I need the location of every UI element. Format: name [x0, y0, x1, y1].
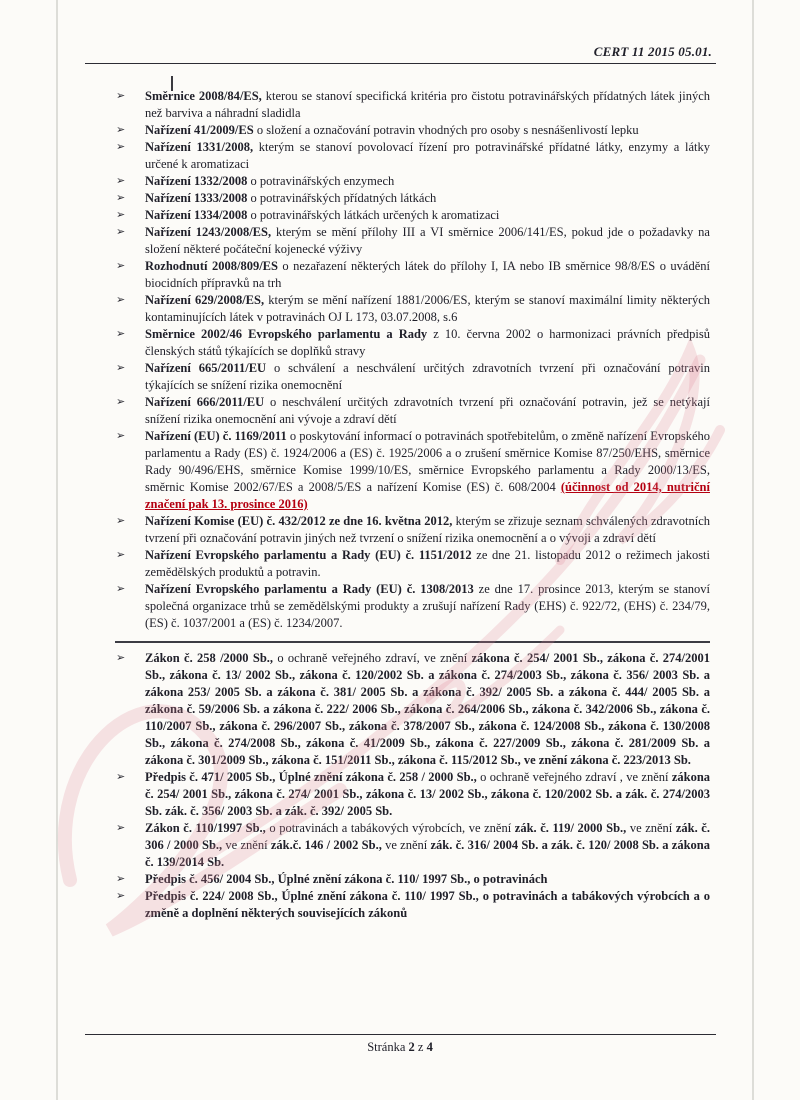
text-segment: Nařízení 665/2011/EU: [145, 361, 267, 375]
text-segment: o potravinářských přídatných látkách: [247, 191, 437, 205]
text-segment: Nařízení Komise (EU) č. 432/2012 ze dne 16. května 2012,: [145, 514, 453, 528]
bullet-arrow-icon: ➢: [116, 174, 126, 187]
item-text: [145, 259, 710, 290]
bullet-arrow-icon: ➢: [116, 651, 126, 664]
item-text: [145, 889, 710, 920]
list-item: [115, 258, 710, 292]
text-segment: ve znění: [222, 838, 271, 852]
list-item: [115, 326, 710, 360]
list-item: [115, 122, 710, 139]
law-list-cz: [115, 650, 710, 922]
footer-rule: [85, 1034, 716, 1035]
text-segment: Nařízení 666/2011/EU: [145, 395, 265, 409]
text-segment: zákona č. 254/ 2001 Sb., zákona č. 274/ 2001 Sb., zákona č. 13/ 2002 Sb., zákona č. 120/2002 Sb. a zák. č. 274/2003 Sb. zák. č. 356/ 2003 Sb. a zák. č. 392/ 2005 Sb.: [145, 770, 711, 818]
text-segment: Nařízení (EU) č. 1169/2011: [145, 429, 287, 443]
item-text: [145, 395, 710, 426]
item-text: [145, 651, 710, 767]
list-item: [115, 871, 710, 888]
item-text: [145, 548, 710, 579]
bullet-arrow-icon: ➢: [116, 140, 126, 153]
text-segment: o potravinářských enzymech: [247, 174, 395, 188]
list-item: [115, 139, 710, 173]
text-segment: ze dne 17. prosince 2013, kterým se stanoví společná organizace trhů se zemědělskými produkty a zrušují nařízení Rady (EHS) č. 922/72, (EHS) č. 234/79, (ES) č. 1037/2001 a (ES) č. 1234/2007.: [145, 582, 711, 630]
item-text: [145, 208, 499, 222]
text-segment: Zákon č. 110/1997 Sb.,: [145, 821, 266, 835]
text-segment: kterým se stanoví povolovací řízení pro potravinářské přídatné látky, enzymy a látky určené k aromatizaci: [145, 140, 710, 171]
list-item: [115, 190, 710, 207]
text-segment: Stránka: [367, 1040, 409, 1054]
text-segment: Nařízení 1331/2008,: [145, 140, 254, 154]
text-segment: ze dne 21. listopadu 2012 o režimech jakosti zemědělských produktů a potravin.: [145, 548, 711, 579]
item-text: [145, 225, 710, 256]
list-item: [115, 820, 710, 871]
text-segment: o schválení a neschválení určitých zdravotních tvrzení při označování potravin týkajících se snížení rizika onemocnění: [145, 361, 710, 392]
text-segment: kterým se mění nařízení 1881/2006/ES, kterým se stanoví maximální limity některých kontaminujících látek v potravinách OJ L 173, 03.07.2008, s.6: [145, 293, 710, 324]
scan-edge-artifact: [752, 0, 754, 1100]
text-segment: zákona č. 254/ 2001 Sb., zákona č. 274/2001 Sb., zákona č. 13/ 2002 Sb., zákona č. 120/2002 Sb. a zákona č. 274/2003 Sb., zákona č. 356/ 2003 Sb. a zákona 253/ 2005 Sb. a zákona č. 381/ 2005 Sb. a zákona č. 392/ 2005 Sb. a zákona č. 444/ 2005 Sb. a zákona č. 59/2006 Sb. a zákona č. 222/ 2006 Sb., zákona č. 264/2006 Sb., zákona č. 342/2006 Sb., zákona č. 110/2007 Sb., zákona č. 296/2007 Sb., zákona č. 378/2007 Sb., zákona č. 124/2008 Sb., zákona č. 130/2008 Sb., zákona č. 274/2008 Sb., zákona č. 41/2009 Sb., zákona č. 227/2009 Sb., zákona č. 281/2009 Sb. a zákona č. 301/2009 Sb., zákona č. 151/2011 Sb., zákona č. 115/2012 Sb., ve znění zákona č. 223/2013 Sb.: [145, 651, 711, 767]
text-segment: Nařízení 41/2009/ES: [145, 123, 254, 137]
item-text: [145, 429, 710, 511]
bullet-arrow-icon: ➢: [116, 259, 126, 272]
bullet-arrow-icon: ➢: [116, 889, 126, 902]
bullet-arrow-icon: ➢: [116, 821, 126, 834]
text-segment: Nařízení Evropského parlamentu a Rady (EU) č. 1151/2012: [145, 548, 472, 562]
list-item: [115, 769, 710, 820]
text-segment: o ochraně veřejného zdraví, ve znění: [273, 651, 472, 665]
text-segment: zák. č. 316/ 2004 Sb. a zák. č. 120/ 2008 Sb. a zákona č. 139/2014 Sb.: [145, 838, 710, 869]
bullet-arrow-icon: ➢: [116, 123, 126, 136]
bullet-arrow-icon: ➢: [116, 225, 126, 238]
item-text: [145, 821, 710, 869]
text-segment: o nezařazení některých látek do přílohy I, IA nebo IB směrnice 98/8/ES o uvádění biocidních přípravků na trh: [145, 259, 710, 290]
list-item: [115, 650, 710, 769]
bullet-arrow-icon: ➢: [116, 548, 126, 561]
item-text: [145, 123, 639, 137]
bullet-arrow-icon: ➢: [116, 208, 126, 221]
text-segment: kterým se mění přílohy III a VI směrnice 2006/141/ES, pokud jde o požadavky na složení některé počáteční kojenecké výživy: [145, 225, 710, 256]
item-text: [145, 872, 547, 886]
text-segment: Předpis č. 456/ 2004 Sb., Úplné znění zákona č. 110/ 1997 Sb., o potravinách: [145, 872, 548, 886]
text-segment: o potravinách a tabákových výrobcích, ve znění: [265, 821, 515, 835]
item-text: [145, 140, 710, 171]
item-text: [145, 89, 710, 120]
text-segment: Předpis č. 224/ 2008 Sb., Úplné znění zákona č. 110/ 1997 Sb., o potravinách a tabákových výrobcích a o změně a doplnění některých souvisejících zákonů: [145, 889, 710, 920]
item-text: [145, 582, 710, 630]
list-item: [115, 360, 710, 394]
list-item: [115, 173, 710, 190]
bullet-arrow-icon: ➢: [116, 872, 126, 885]
list-item: [115, 581, 710, 632]
text-segment: Směrnice 2002/46 Evropského parlamentu a Rady: [145, 327, 428, 341]
item-text: [145, 191, 436, 205]
item-text: [145, 327, 710, 358]
text-segment: o potravinářských látkách určených k aromatizaci: [247, 208, 500, 222]
text-segment: o složení a označování potravin vhodných pro osoby s nesnášenlivostí lepku: [253, 123, 639, 137]
bullet-arrow-icon: ➢: [116, 327, 126, 340]
bullet-arrow-icon: ➢: [116, 770, 126, 783]
text-segment: Nařízení Evropského parlamentu a Rady (EU) č. 1308/2013: [145, 582, 474, 596]
text-segment: Nařízení 1334/2008: [145, 208, 248, 222]
text-segment: z 10. června 2002 o harmonizaci právních předpisů členských států týkajících se doplňků stravy: [145, 327, 710, 358]
document-body: [115, 88, 710, 922]
bullet-arrow-icon: ➢: [116, 89, 126, 102]
text-segment: o neschválení určitých zdravotních tvrzení při označování potravin, jež se netýkají snížení rizika onemocnění ani vývoje a zdraví dětí: [145, 395, 710, 426]
text-segment: (účinnost od 2014, nutriční značení pak 13. prosince 2016): [145, 480, 710, 511]
list-item: [115, 224, 710, 258]
text-segment: Zákon č. 258 /2000 Sb.,: [145, 651, 274, 665]
header-rule: [85, 63, 716, 64]
text-segment: Nařízení 1243/2008/ES,: [145, 225, 272, 239]
bullet-arrow-icon: ➢: [116, 582, 126, 595]
text-segment: 4: [426, 1040, 433, 1054]
scan-edge-artifact: [56, 0, 58, 1100]
list-item: [115, 428, 710, 513]
page-footer: [0, 1040, 800, 1055]
text-segment: ve znění: [626, 821, 676, 835]
text-segment: Nařízení 629/2008/ES,: [145, 293, 265, 307]
text-segment: o poskytování informací o potravinách spotřebitelům, o změně nařízení Evropského parlamentu a Rady (ES) č. 1924/2006 a (ES) č. 1925/2006 a o zrušení směrnice Komise 87/250/EHS, směrnice Rady 90/496/EHS, směrnice Komise 1999/10/ES, směrnice Evropského parlamentu a Rady 2000/13/ES, směrnic Komise 2002/67/ES a 2008/5/ES a nařízení Komise (ES) č. 608/2004: [145, 429, 710, 494]
text-segment: ve znění: [381, 838, 431, 852]
item-text: [145, 361, 710, 392]
text-segment: zák.č. 146 / 2002 Sb.,: [270, 838, 382, 852]
text-segment: Nařízení 1332/2008: [145, 174, 248, 188]
section-divider: [115, 641, 710, 643]
item-text: [145, 293, 710, 324]
text-segment: zák. č. 119/ 2000 Sb.,: [514, 821, 627, 835]
list-item: [115, 88, 710, 122]
text-segment: zák. č. 306 / 2000 Sb.,: [145, 821, 710, 852]
text-segment: Předpis č. 471/ 2005 Sb., Úplné znění zákona č. 258 / 2000 Sb.,: [145, 770, 477, 784]
list-item: [115, 888, 710, 922]
text-segment: Směrnice 2008/84/ES,: [145, 89, 262, 103]
text-segment: kterou se stanoví specifická kritéria pro čistotu potravinářských přídatných látek jiných než barviva a náhradní sladidla: [145, 89, 710, 120]
bullet-arrow-icon: ➢: [116, 191, 126, 204]
text-segment: 2: [408, 1040, 415, 1054]
list-item: [115, 292, 710, 326]
text-segment: kterým se zřizuje seznam schválených zdravotních tvrzení při označování potravin jiných než tvrzení o snížení rizika onemocnění a o vývoji a zdraví dětí: [145, 514, 711, 545]
text-segment: o ochraně veřejného zdraví , ve znění: [476, 770, 672, 784]
document-reference: CERT 11 2015 05.01.: [593, 44, 712, 59]
bullet-arrow-icon: ➢: [116, 429, 126, 442]
regulation-list-eu: [115, 88, 710, 632]
list-item: [115, 207, 710, 224]
item-text: [145, 174, 394, 188]
list-item: [115, 547, 710, 581]
text-segment: Rozhodnutí 2008/809/ES: [145, 259, 278, 273]
text-segment: Nařízení 1333/2008: [145, 191, 248, 205]
list-item: [115, 394, 710, 428]
bullet-arrow-icon: ➢: [116, 293, 126, 306]
item-text: [145, 770, 710, 818]
text-segment: z: [414, 1040, 427, 1054]
list-item: [115, 513, 710, 547]
bullet-arrow-icon: ➢: [116, 395, 126, 408]
bullet-arrow-icon: ➢: [116, 514, 126, 527]
item-text: [145, 514, 710, 545]
bullet-arrow-icon: ➢: [116, 361, 126, 374]
